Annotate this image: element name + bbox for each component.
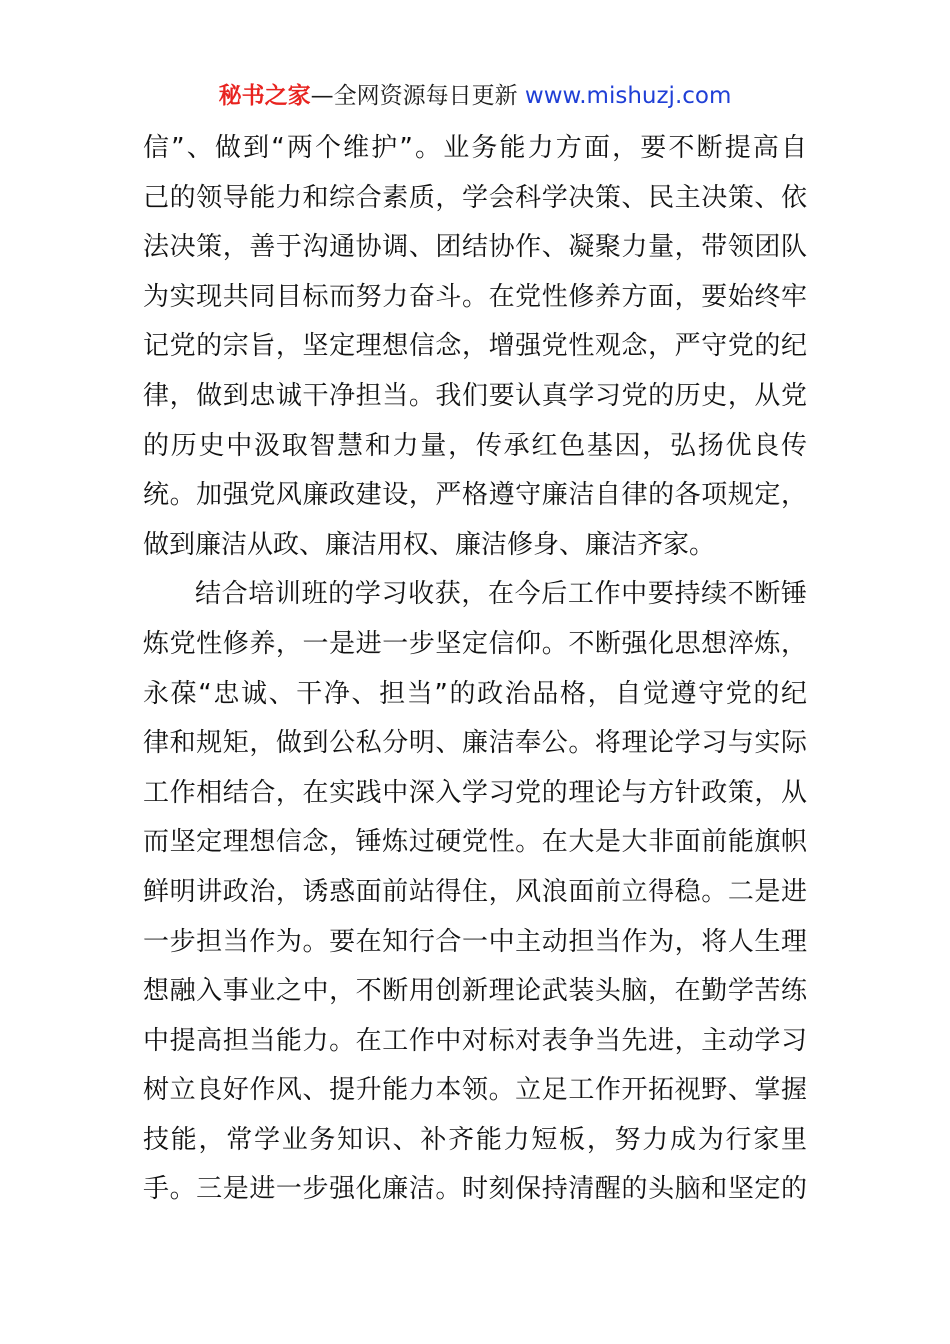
site-url-link[interactable]: www.mishuzj.com	[524, 83, 732, 109]
text-line: 手。三是进一步强化廉洁。时刻保持清醒的头脑和坚定的	[143, 1174, 807, 1205]
text-line: 想融入事业之中，不断用创新理论武装头脑，在勤学苦练	[143, 976, 807, 1007]
text-line: 统。加强党风廉政建设，严格遵守廉洁自律的各项规定，	[143, 480, 807, 511]
paragraph-end-line: 做到廉洁从政、廉洁用权、廉洁修身、廉洁齐家。	[143, 529, 716, 560]
text-line: 的历史中汲取智慧和力量，传承红色基因，弘扬优良传	[143, 430, 807, 461]
text-line: 一步担当作为。要在知行合一中主动担当作为，将人生理	[143, 926, 807, 957]
paragraph-start-line: 结合培训班的学习收获，在今后工作中要持续不断锤	[195, 579, 807, 610]
text-line: 律和规矩，做到公私分明、廉洁奉公。将理论学习与实际	[143, 728, 807, 759]
text-line: 树立良好作风、提升能力本领。立足工作开拓视野、掌握	[143, 1075, 807, 1106]
text-line: 为实现共同目标而努力奋斗。在党性修养方面，要始终牢	[143, 281, 807, 312]
header-tagline: —全网资源每日更新	[310, 83, 525, 109]
text-line: 而坚定理想信念，锤炼过硬党性。在大是大非面前能旗帜	[143, 827, 807, 858]
text-line: 鲜明讲政治，诱惑面前站得住，风浪面前立得稳。二是进	[143, 876, 807, 907]
text-line: 永葆“忠诚、干净、担当”的政治品格，自觉遵守党的纪	[143, 678, 807, 709]
text-line: 炼党性修养，一是进一步坚定信仰。不断强化思想淬炼，	[143, 628, 807, 659]
text-line: 法决策，善于沟通协调、团结协作、凝聚力量，带领团队	[143, 232, 807, 263]
brand-name: 秘书之家	[218, 83, 311, 109]
body-text	[143, 124, 807, 1215]
text-line: 己的领导能力和综合素质，学会科学决策、民主决策、依	[143, 182, 807, 213]
page-header	[0, 78, 950, 114]
text-line: 中提高担当能力。在工作中对标对表争当先进，主动学习	[143, 1025, 807, 1056]
text-line: 技能，常学业务知识、补齐能力短板，努力成为行家里	[143, 1124, 807, 1155]
text-line: 信”、做到“两个维护”。业务能力方面，要不断提高自	[143, 133, 807, 163]
text-line: 记党的宗旨，坚定理想信念，增强党性观念，严守党的纪	[143, 331, 807, 362]
text-line: 律，做到忠诚干净担当。我们要认真学习党的历史，从党	[143, 380, 807, 411]
text-line: 工作相结合，在实践中深入学习党的理论与方针政策，从	[143, 777, 807, 808]
